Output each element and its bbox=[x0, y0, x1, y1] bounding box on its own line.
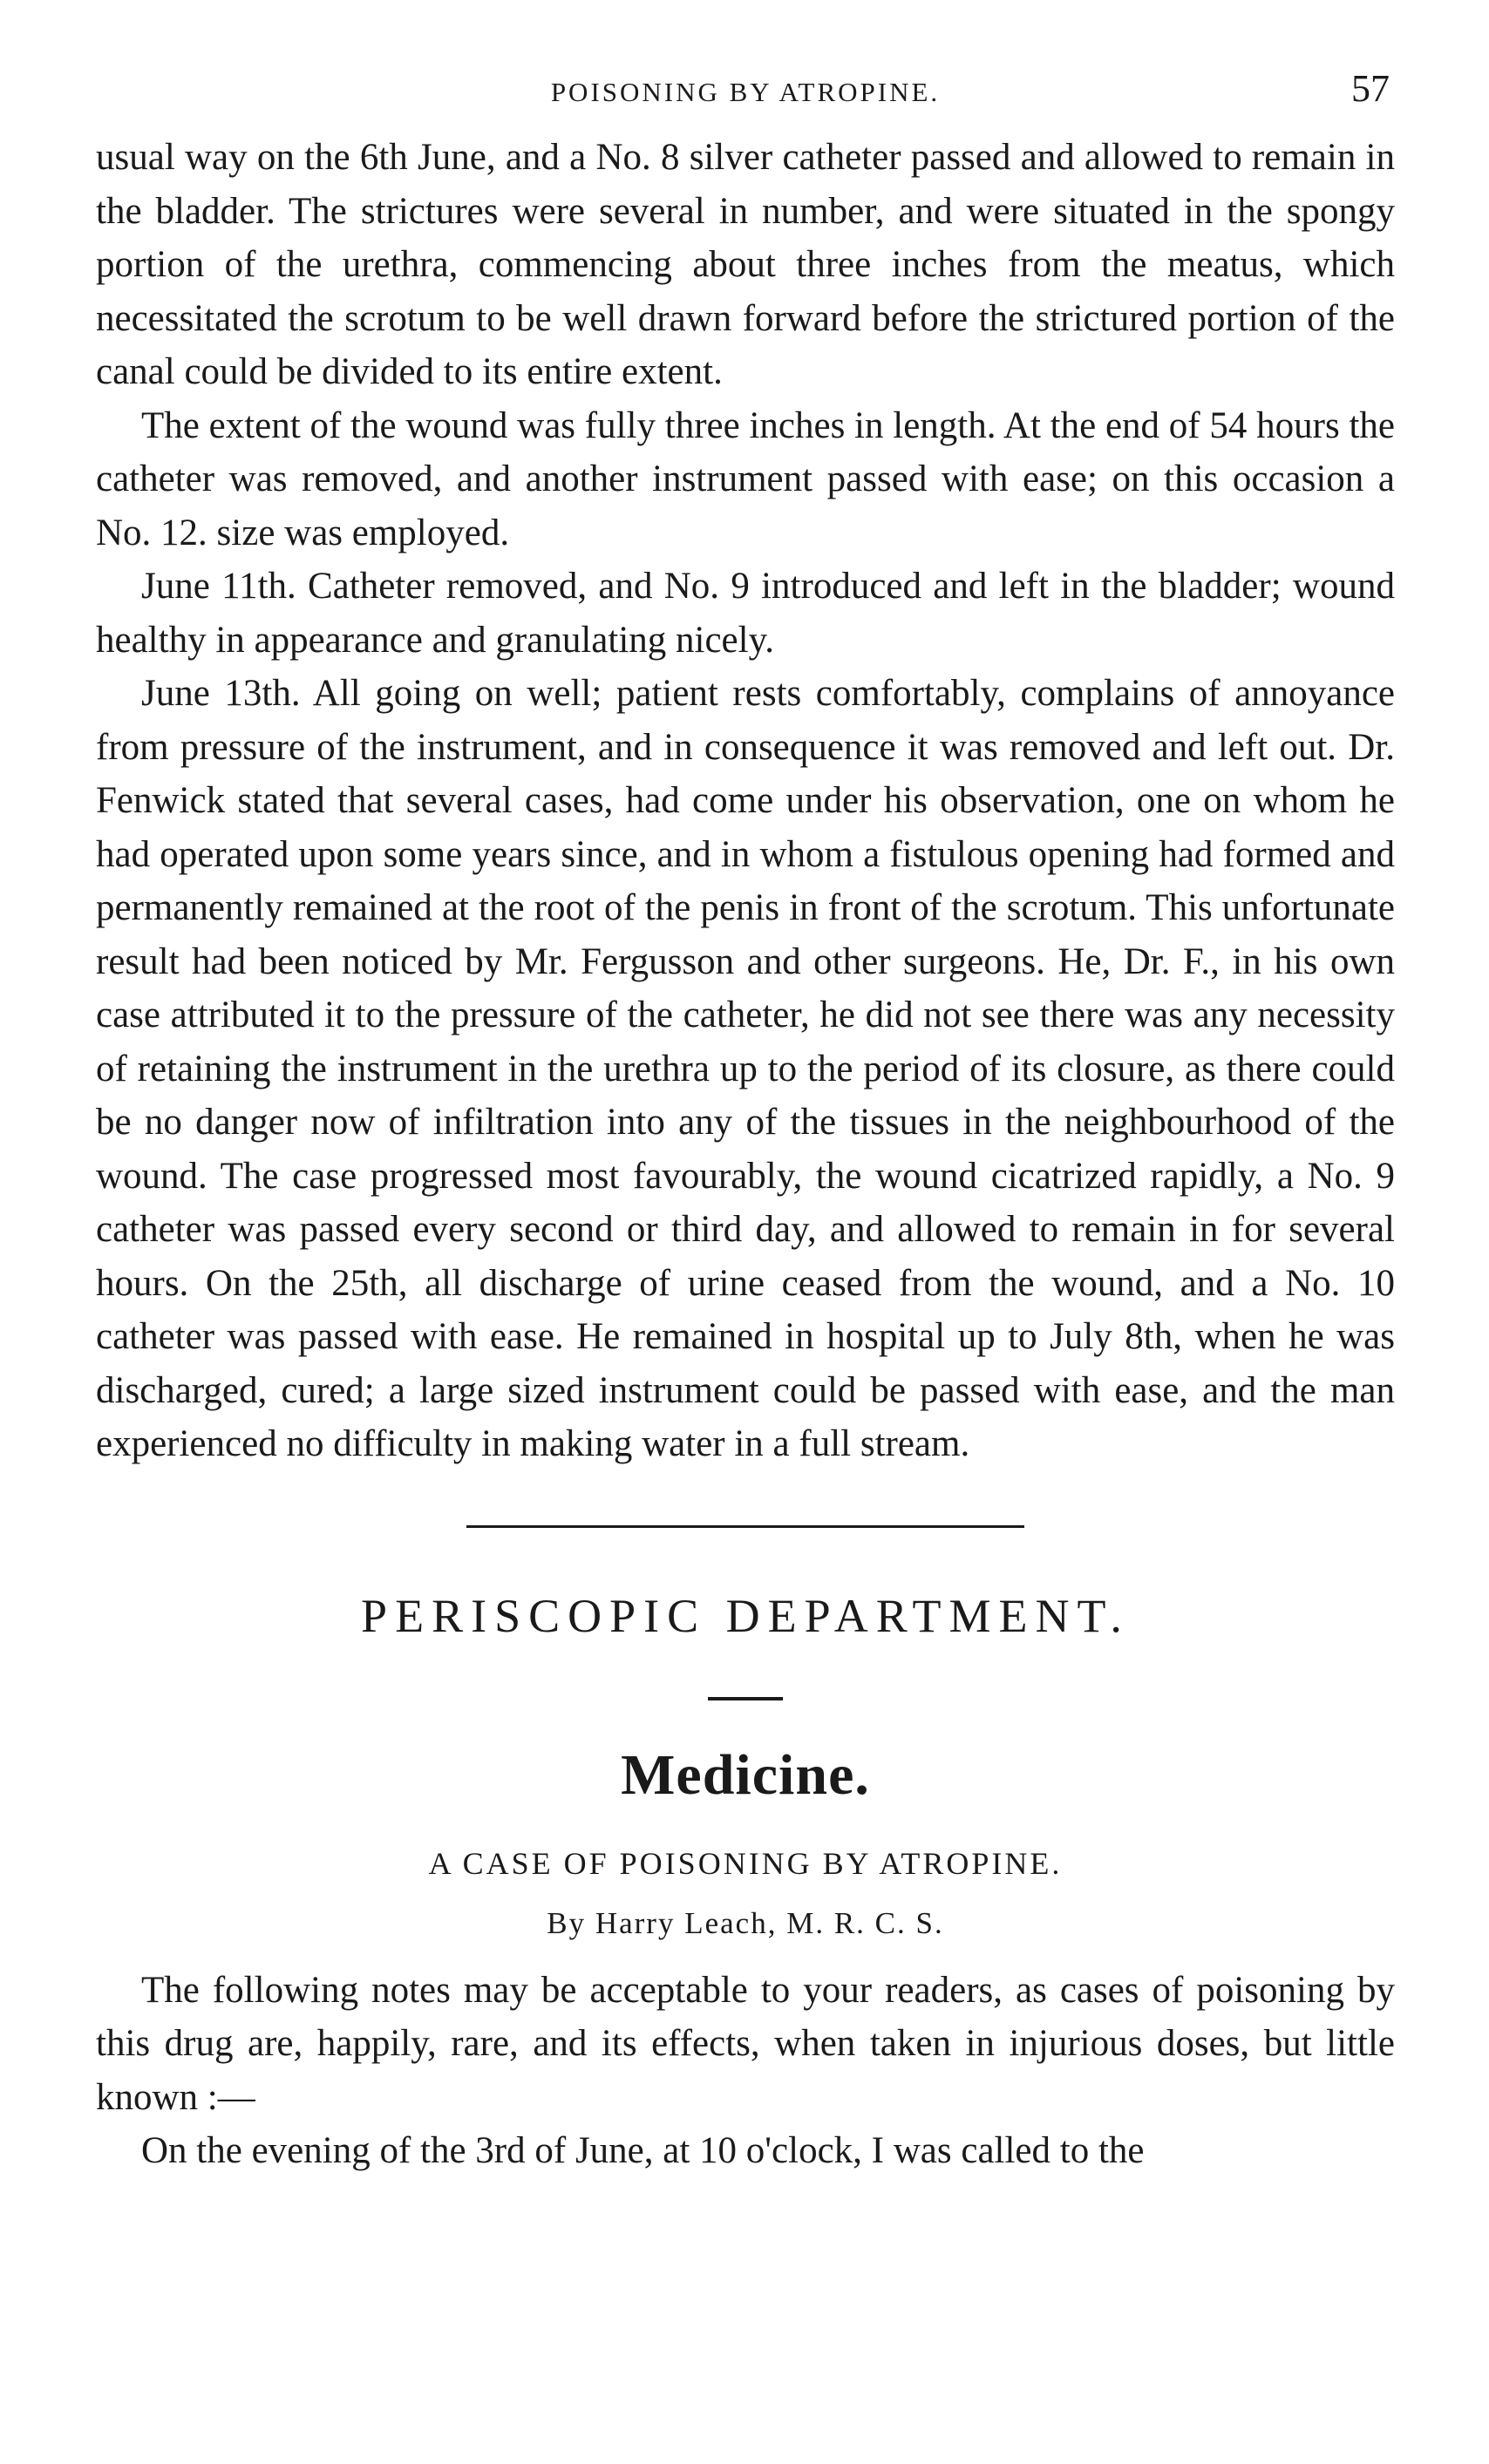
running-title: POISONING BY ATROPINE. bbox=[550, 77, 941, 107]
paragraph-continued: usual way on the 6th June, and a No. 8 silver catheter passed and allowed to remain in the bladder. The strictures were several in number, and were situated in the spongy portion of the urethra, commencing about three inches from the meatus, which necessitated the scrotum to be well drawn forward before the strictured portion of the canal could be divided to its entire extent. bbox=[96, 137, 1395, 392]
heading-rule bbox=[708, 1697, 783, 1700]
paragraph: June 11th. Catheter removed, and No. 9 introduced and left in the bladder; wound healthy in appearance and granulating nicely. bbox=[96, 566, 1395, 661]
case-report-text bbox=[96, 131, 1395, 1471]
paragraph: June 13th. All going on well; patient rests comfortably, complains of annoyance from pressure of the instrument, and in consequence it was removed and left out. Dr. Fenwick stated that several cases, had come under his observation, one on whom he had operated upon some years since, and in whom a fistulous opening had formed and permanently remained at the root of the penis in front of the scrotum. This unfortunate result had been noticed by Mr. Fergusson and other surgeons. He, Dr. F., in his own case attributed it to the pressure of the catheter, he did not see there was any necessity of retaining the instrument in the urethra up to the period of its closure, as there could be no danger now of infiltration into any of the tissues in the neighbourhood of the wound. The case progressed most favourably, the wound cicatrized rapidly, a No. 9 catheter was passed every second or third day, and allowed to remain in for several hours. On the 25th, all discharge of urine ceased from the wound, and a No. 10 catheter was passed with ease. He remained in hospital up to July 8th, when he was discharged, cured; a large sized instrument could be passed with ease, and the man experienced no difficulty in making water in a full stream. bbox=[96, 673, 1395, 1464]
page-number: 57 bbox=[1351, 67, 1390, 110]
article-text bbox=[96, 1964, 1395, 2178]
book-page bbox=[96, 61, 1395, 2178]
paragraph: On the evening of the 3rd of June, at 10 o'clock, I was called to the bbox=[141, 2130, 1145, 2171]
author-byline: By Harry Leach, M. R. C. S. bbox=[547, 1905, 944, 1940]
running-header bbox=[96, 61, 1395, 113]
paragraph: The following notes may be acceptable to your readers, as cases of poisoning by this drug are, happily, rare, and its effects, when taken in injurious doses, but little known :— bbox=[96, 1969, 1395, 2118]
article-title: A CASE OF POISONING BY ATROPINE. bbox=[428, 1845, 1063, 1881]
subsection-heading: Medicine. bbox=[621, 1742, 870, 1807]
department-heading: PERISCOPIC DEPARTMENT. bbox=[361, 1589, 1130, 1642]
paragraph: The extent of the wound was fully three inches in length. At the end of 54 hours the catheter was removed, and another instrument passed with ease; on this occasion a No. 12. size was employed. bbox=[96, 404, 1395, 553]
section-divider bbox=[466, 1525, 1024, 1528]
